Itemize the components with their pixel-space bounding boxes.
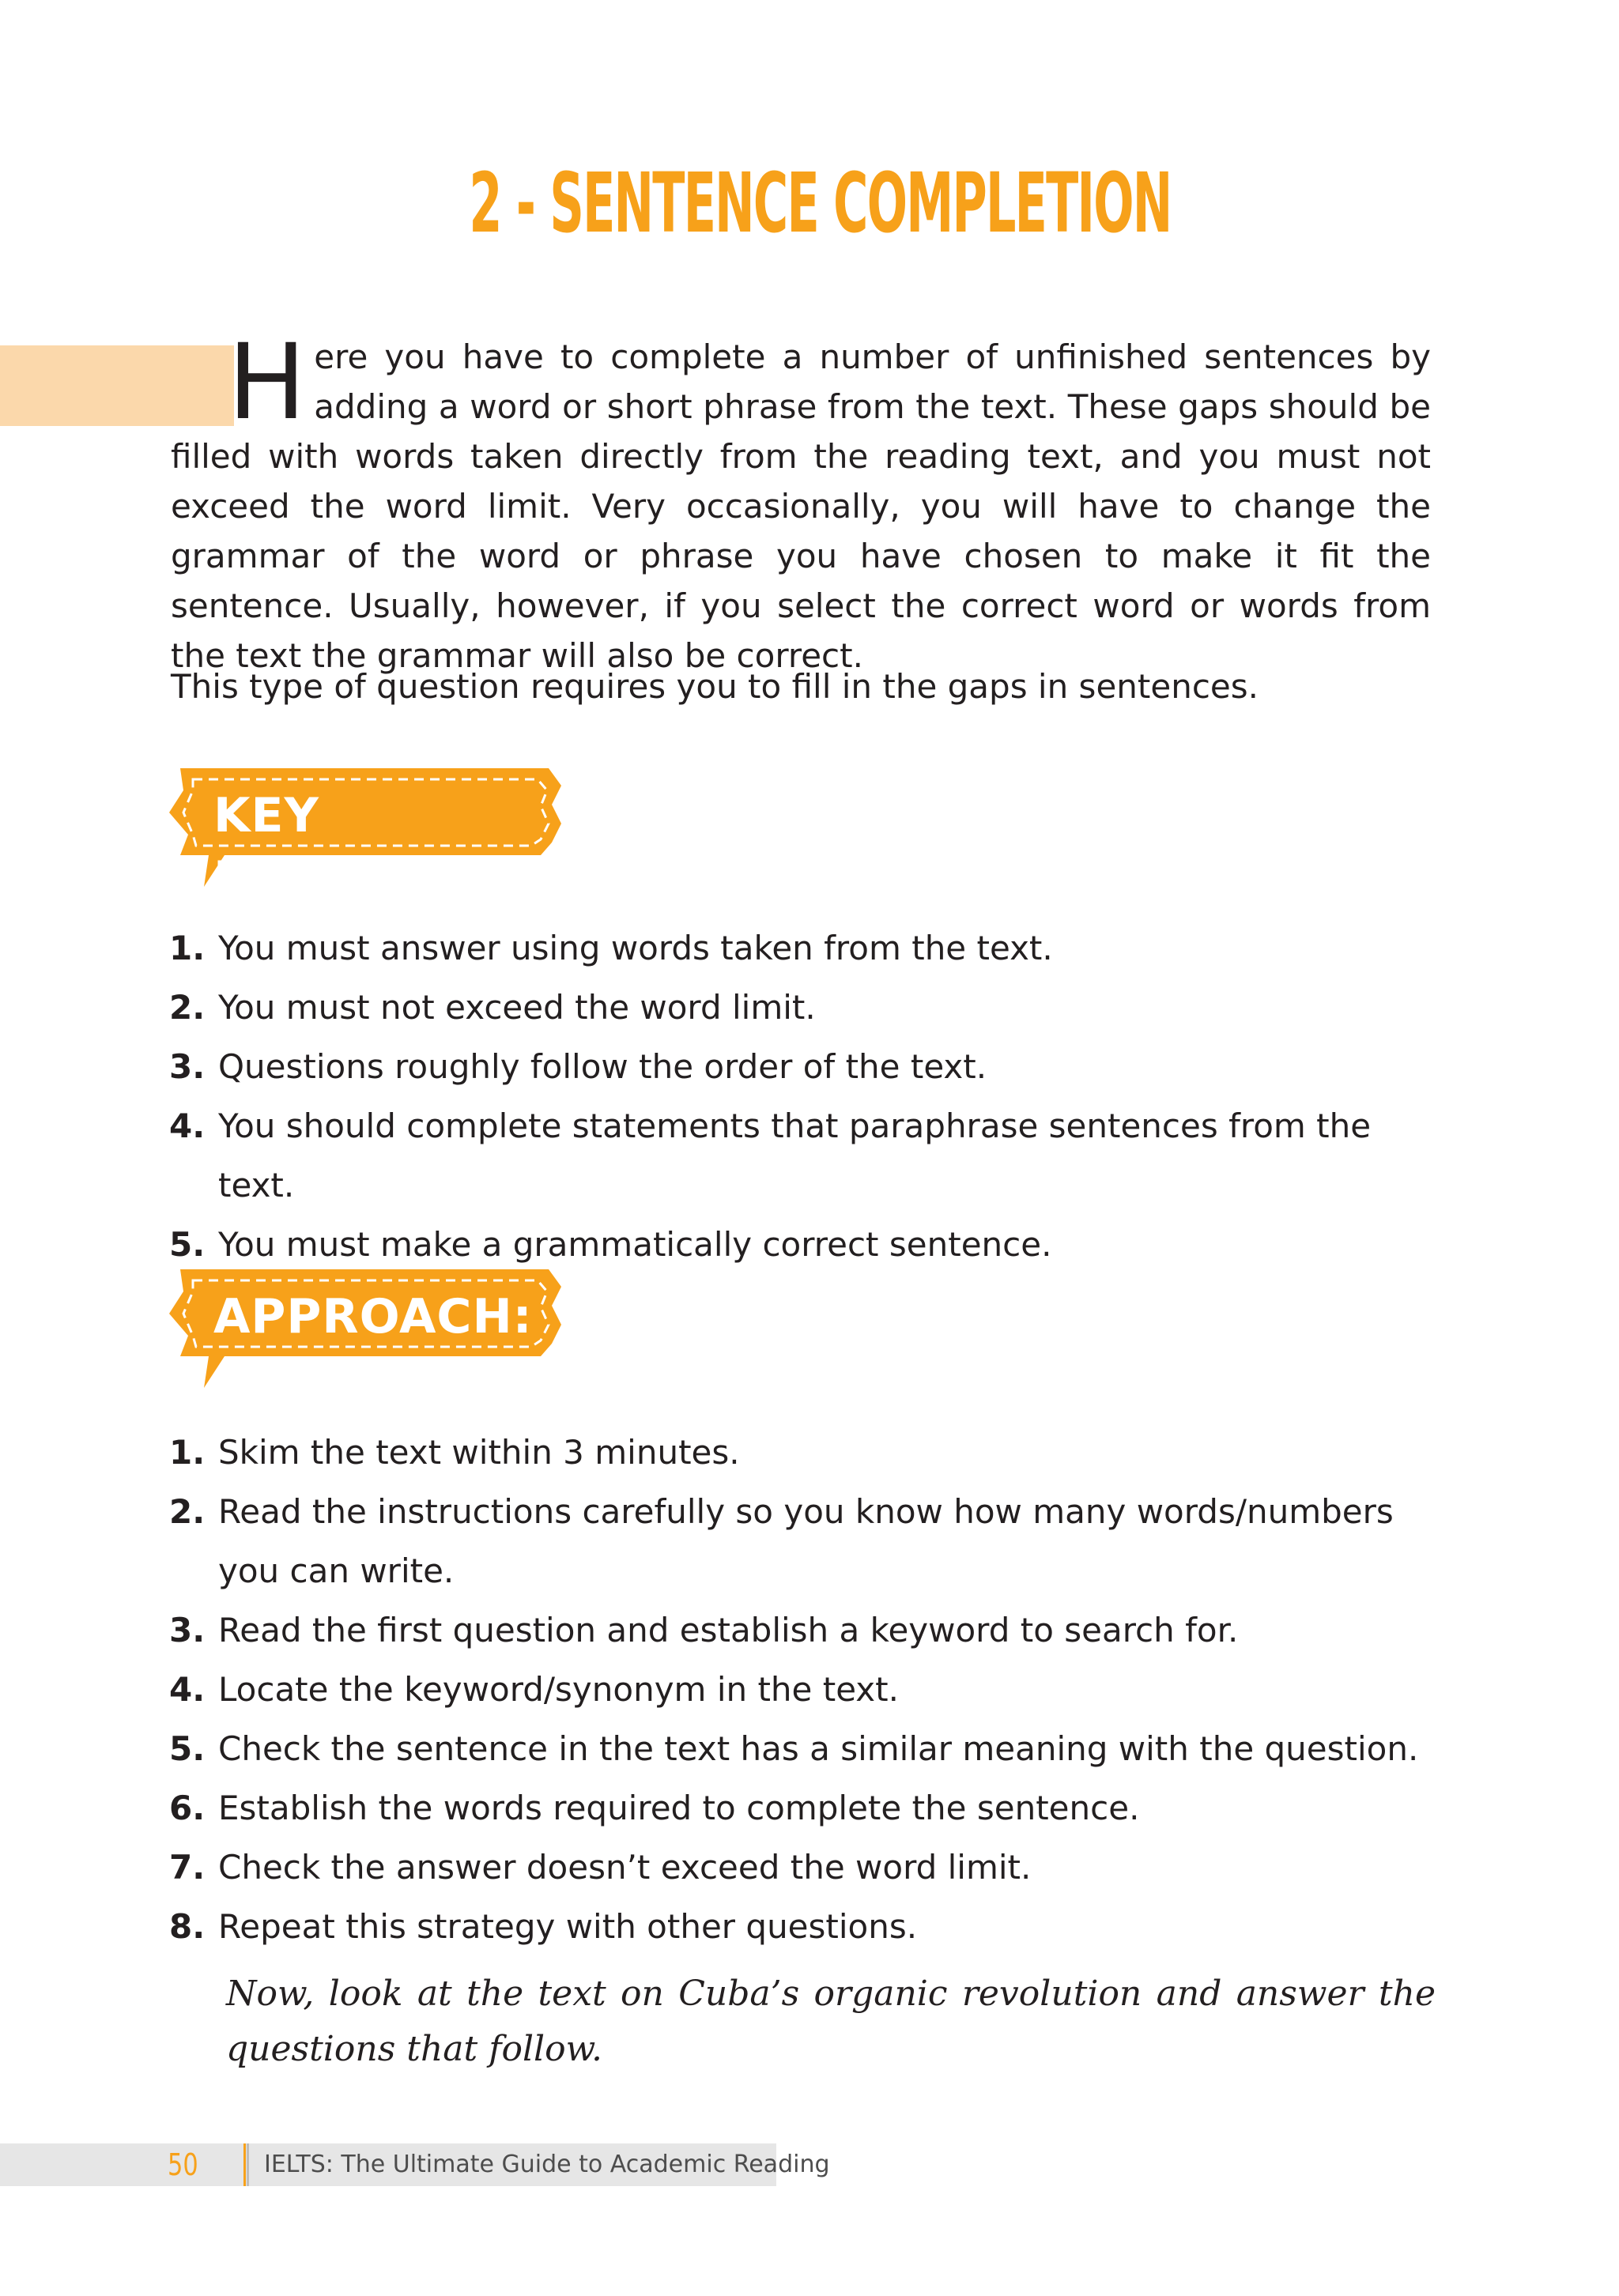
approach-heading: APPROACH:: [213, 1289, 533, 1344]
key-points-badge: [169, 768, 561, 907]
item-number: 6.: [169, 1789, 206, 1827]
item-number: 2.: [169, 988, 206, 1027]
item-text: You must not exceed the word limit.: [218, 988, 816, 1027]
list-item: [169, 1600, 1434, 1660]
list-item: [169, 1423, 1434, 1482]
intro-paragraph-2: This type of question requires you to fill in the gaps in sentences.: [171, 667, 1259, 706]
item-text: Read the instructions carefully so you know how many words/numbers you can write.: [218, 1492, 1394, 1590]
item-number: 5.: [169, 1225, 206, 1264]
item-number: 4.: [169, 1670, 206, 1709]
list-item: [169, 1719, 1434, 1778]
item-text: Skim the text within 3 minutes.: [218, 1433, 740, 1472]
item-number: 2.: [169, 1492, 206, 1531]
item-number: 3.: [169, 1611, 206, 1649]
item-text: Read the first question and establish a keyword to search for.: [218, 1611, 1239, 1649]
item-number: 1.: [169, 1433, 206, 1472]
item-number: 7.: [169, 1848, 206, 1887]
key-points-heading: KEY POINTS:: [213, 788, 437, 907]
list-item: [169, 1096, 1434, 1215]
list-item: [169, 918, 1434, 978]
key-points-list: [169, 918, 1434, 1274]
page-title: 2 - SENTENCE COMPLETION: [469, 155, 1172, 251]
item-number: 5.: [169, 1729, 206, 1768]
book-title: IELTS: The Ultimate Guide to Academic Reading: [264, 2151, 830, 2178]
list-item: [169, 1037, 1434, 1096]
list-item: [169, 1482, 1434, 1600]
list-item: [169, 1778, 1434, 1838]
item-number: 1.: [169, 929, 206, 967]
list-item: [169, 1215, 1434, 1274]
item-text: Check the answer doesn’t exceed the word limit.: [218, 1848, 1032, 1887]
approach-badge: [169, 1269, 561, 1388]
item-text: You must make a grammatically correct sentence.: [218, 1225, 1052, 1264]
item-number: 4.: [169, 1107, 206, 1145]
item-text: Locate the keyword/synonym in the text.: [218, 1670, 899, 1709]
intro-paragraph-text: ere you have to complete a number of unfinished sentences by adding a word or short phrase from the text. These gaps should be filled with words taken directly from the reading text, and you must not exceed the word limit. Very occasionally, you will have to change the grammar of the word or phrase you have chosen to make it fit the sentence. Usually, however, if you select the correct word or words from the text the grammar will also be correct.: [171, 337, 1431, 675]
item-number: 8.: [169, 1907, 206, 1946]
closing-instruction: Now, look at the text on Cuba’s organic revolution and answer the questions that follow.: [226, 1974, 1436, 2069]
list-item: [169, 1838, 1434, 1897]
approach-list: [169, 1423, 1434, 1956]
item-text: Repeat this strategy with other questions.: [218, 1907, 918, 1946]
item-number: 3.: [169, 1047, 206, 1086]
drop-cap: H: [228, 322, 307, 443]
item-text: You must answer using words taken from the text.: [218, 929, 1053, 967]
list-item: [169, 978, 1434, 1037]
footer-divider: [243, 2143, 249, 2186]
item-text: You should complete statements that paraphrase sentences from the text.: [218, 1107, 1372, 1205]
intro-paragraph: [171, 322, 1431, 681]
item-text: Check the sentence in the text has a similar meaning with the question.: [218, 1729, 1419, 1768]
list-item: [169, 1660, 1434, 1719]
page-number: 50: [168, 2147, 198, 2182]
item-text: Establish the words required to complete the sentence.: [218, 1789, 1140, 1827]
item-text: Questions roughly follow the order of the text.: [218, 1047, 987, 1086]
list-item: [169, 1897, 1434, 1956]
